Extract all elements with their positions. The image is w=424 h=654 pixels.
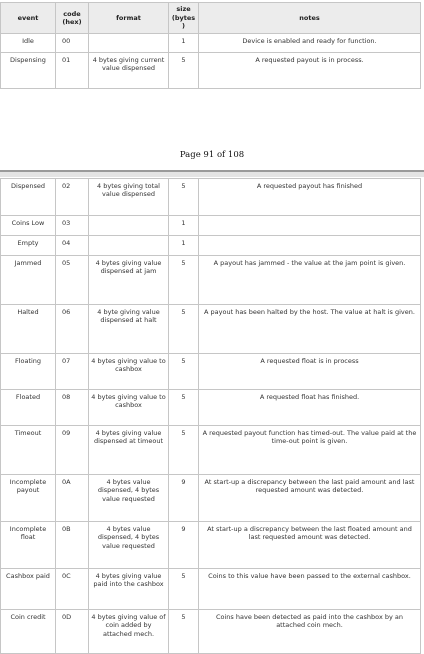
cell-event: Empty xyxy=(1,236,56,256)
cell-code: 0B xyxy=(56,522,89,569)
cell-code: 02 xyxy=(56,179,89,216)
table-row xyxy=(1,305,421,354)
table-row xyxy=(1,34,421,53)
table-row xyxy=(1,610,421,654)
table-row xyxy=(1,475,421,522)
cell-size: 5 xyxy=(169,354,199,390)
cell-notes: A requested payout is in process. xyxy=(199,53,421,89)
cell-notes xyxy=(199,236,421,256)
cell-event: Dispensed xyxy=(1,179,56,216)
cell-event: Incomplete float xyxy=(1,522,56,569)
cell-format: 4 bytes giving value to cashbox xyxy=(89,390,169,426)
cell-code: 0A xyxy=(56,475,89,522)
cell-format xyxy=(89,34,169,53)
cell-format: 4 bytes giving current value dispensed xyxy=(89,53,169,89)
header-event: event xyxy=(1,3,56,34)
cell-code: 03 xyxy=(56,216,89,236)
cell-code: 0D xyxy=(56,610,89,654)
cell-notes: A requested float has finished. xyxy=(199,390,421,426)
table-header-row xyxy=(1,3,421,34)
cell-format: 4 bytes giving value of coin added by attached mech. xyxy=(89,610,169,654)
table-row xyxy=(1,426,421,475)
table-row xyxy=(1,354,421,390)
event-table-top xyxy=(0,2,421,89)
cell-size: 9 xyxy=(169,522,199,569)
cell-size: 5 xyxy=(169,53,199,89)
cell-notes: At start-up a discrepancy between the last paid amount and last requested amount was detected. xyxy=(199,475,421,522)
cell-code: 06 xyxy=(56,305,89,354)
cell-notes: A requested payout function has timed-out. The value paid at the time-out point is given. xyxy=(199,426,421,475)
header-format: format xyxy=(89,3,169,34)
cell-format: 4 byte giving value dispensed at halt xyxy=(89,305,169,354)
cell-format: 4 bytes value dispensed, 4 bytes value requested xyxy=(89,475,169,522)
cell-notes: Coins to this value have been passed to the external cashbox. xyxy=(199,569,421,610)
cell-size: 5 xyxy=(169,305,199,354)
cell-code: 05 xyxy=(56,256,89,305)
cell-size: 5 xyxy=(169,569,199,610)
cell-format: 4 bytes value dispensed, 4 bytes value requested xyxy=(89,522,169,569)
cell-format: 4 bytes giving total value dispensed xyxy=(89,179,169,216)
cell-notes: Coins have been detected as paid into the cashbox by an attached coin mech. xyxy=(199,610,421,654)
cell-size: 1 xyxy=(169,236,199,256)
cell-size: 9 xyxy=(169,475,199,522)
cell-format: 4 bytes giving value dispensed at jam xyxy=(89,256,169,305)
cell-event: Dispensing xyxy=(1,53,56,89)
cell-format xyxy=(89,236,169,256)
cell-format xyxy=(89,216,169,236)
cell-format: 4 bytes giving value dispensed at timeout xyxy=(89,426,169,475)
cell-notes: Device is enabled and ready for function. xyxy=(199,34,421,53)
table-row xyxy=(1,569,421,610)
cell-event: Cashbox paid xyxy=(1,569,56,610)
cell-event: Floating xyxy=(1,354,56,390)
cell-code: 0C xyxy=(56,569,89,610)
table-row xyxy=(1,256,421,305)
cell-event: Incomplete payout xyxy=(1,475,56,522)
cell-event: Halted xyxy=(1,305,56,354)
cell-notes: A requested payout has finished xyxy=(199,179,421,216)
cell-size: 5 xyxy=(169,390,199,426)
cell-event: Coins Low xyxy=(1,216,56,236)
page-divider-shadow xyxy=(0,172,424,177)
cell-event: Idle xyxy=(1,34,56,53)
cell-notes: A requested float is in process xyxy=(199,354,421,390)
cell-size: 1 xyxy=(169,216,199,236)
cell-size: 5 xyxy=(169,179,199,216)
event-table-bottom xyxy=(0,178,421,654)
cell-size: 1 xyxy=(169,34,199,53)
cell-notes: At start-up a discrepancy between the last floated amount and last requested amount was detected. xyxy=(199,522,421,569)
cell-event: Coin credit xyxy=(1,610,56,654)
cell-code: 04 xyxy=(56,236,89,256)
table-row xyxy=(1,236,421,256)
cell-code: 00 xyxy=(56,34,89,53)
cell-size: 5 xyxy=(169,426,199,475)
page-footer: Page 91 of 108 xyxy=(179,150,245,160)
table-row xyxy=(1,216,421,236)
cell-format: 4 bytes giving value to cashbox xyxy=(89,354,169,390)
table-row xyxy=(1,179,421,216)
cell-code: 08 xyxy=(56,390,89,426)
table-row xyxy=(1,390,421,426)
cell-event: Floated xyxy=(1,390,56,426)
header-size: size (bytes) xyxy=(169,3,199,34)
cell-code: 09 xyxy=(56,426,89,475)
cell-event: Timeout xyxy=(1,426,56,475)
header-notes: notes xyxy=(199,3,421,34)
cell-size: 5 xyxy=(169,256,199,305)
header-code: code (hex) xyxy=(56,3,89,34)
cell-event: Jammed xyxy=(1,256,56,305)
cell-size: 5 xyxy=(169,610,199,654)
cell-code: 01 xyxy=(56,53,89,89)
cell-notes: A payout has been halted by the host. The value at halt is given. xyxy=(199,305,421,354)
cell-code: 07 xyxy=(56,354,89,390)
table-row xyxy=(1,53,421,89)
cell-notes xyxy=(199,216,421,236)
cell-format: 4 bytes giving value paid into the cashbox xyxy=(89,569,169,610)
table-row xyxy=(1,522,421,569)
cell-notes: A payout has jammed - the value at the jam point is given. xyxy=(199,256,421,305)
